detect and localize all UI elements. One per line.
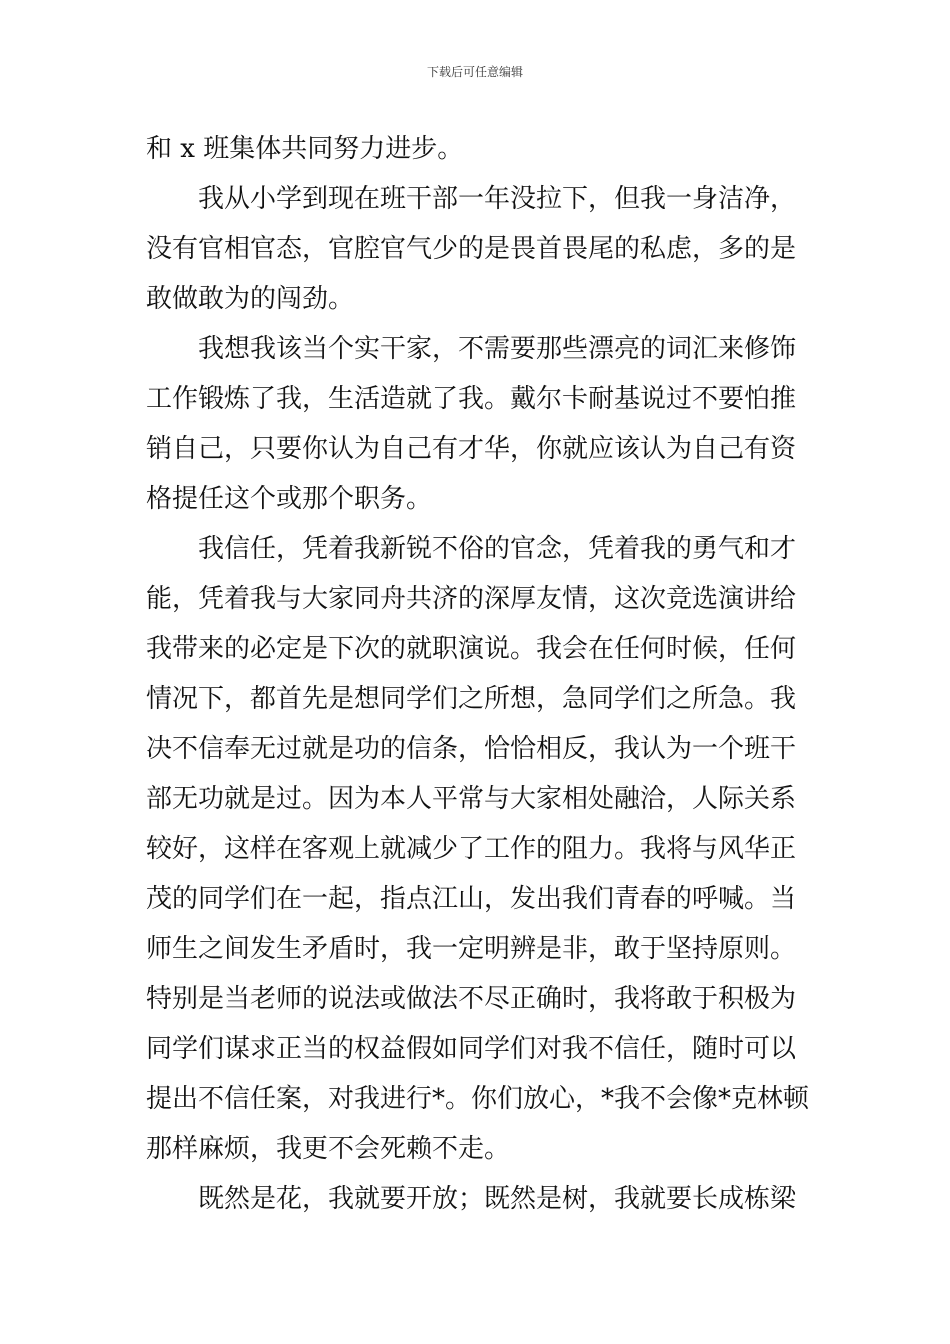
text-line: 我带来的必定是下次的就职演说。我会在任何时候，任何 [146,634,797,664]
text-line: 特别是当老师的说法或做法不尽正确时，我将敢于积极为 [146,984,797,1014]
text-line: 提出不信任案，对我进行*。你们放心，*我不会像*克林顿 [146,1084,810,1114]
text-line: 情况下，都首先是想同学们之所想，急同学们之所急。我 [146,684,797,714]
document-body [146,124,810,1224]
text-line: 决不信奉无过就是功的信条，恰恰相反，我认为一个班干 [146,734,797,764]
text-line: 敢做敢为的闯劲。 [146,284,355,314]
text-line: 我从小学到现在班干部一年没拉下，但我一身洁净， [198,184,797,214]
text-line: 和 x 班集体共同努力进步。 [146,134,464,164]
text-line: 同学们谋求正当的权益假如同学们对我不信任，随时可以 [146,1034,797,1064]
text-line: 我想我该当个实干家，不需要那些漂亮的词汇来修饰 [198,334,797,364]
text-line: 较好，这样在客观上就减少了工作的阻力。我将与风华正 [146,834,797,864]
text-line: 工作锻炼了我，生活造就了我。戴尔卡耐基说过不要怕推 [146,384,797,414]
text-line: 既然是花，我就要开放；既然是树，我就要长成栋梁 [198,1184,797,1214]
text-line: 格提任这个或那个职务。 [146,484,433,514]
text-line: 那样麻烦，我更不会死赖不走。 [146,1134,511,1164]
text-line: 茂的同学们在一起，指点江山，发出我们青春的呼喊。当 [146,884,797,914]
text-line: 师生之间发生矛盾时，我一定明辨是非，敢于坚持原则。 [146,934,797,964]
page-header: 下载后可任意编辑 [426,65,523,79]
text-line: 我信任，凭着我新锐不俗的官念，凭着我的勇气和才 [198,534,797,564]
text-line: 部无功就是过。因为本人平常与大家相处融洽，人际关系 [146,784,797,814]
text-line: 销自己，只要你认为自己有才华，你就应该认为自己有资 [146,434,797,464]
text-line: 能，凭着我与大家同舟共济的深厚友情，这次竞选演讲给 [146,584,797,614]
text-line: 没有官相官态，官腔官气少的是畏首畏尾的私虑，多的是 [146,234,797,264]
